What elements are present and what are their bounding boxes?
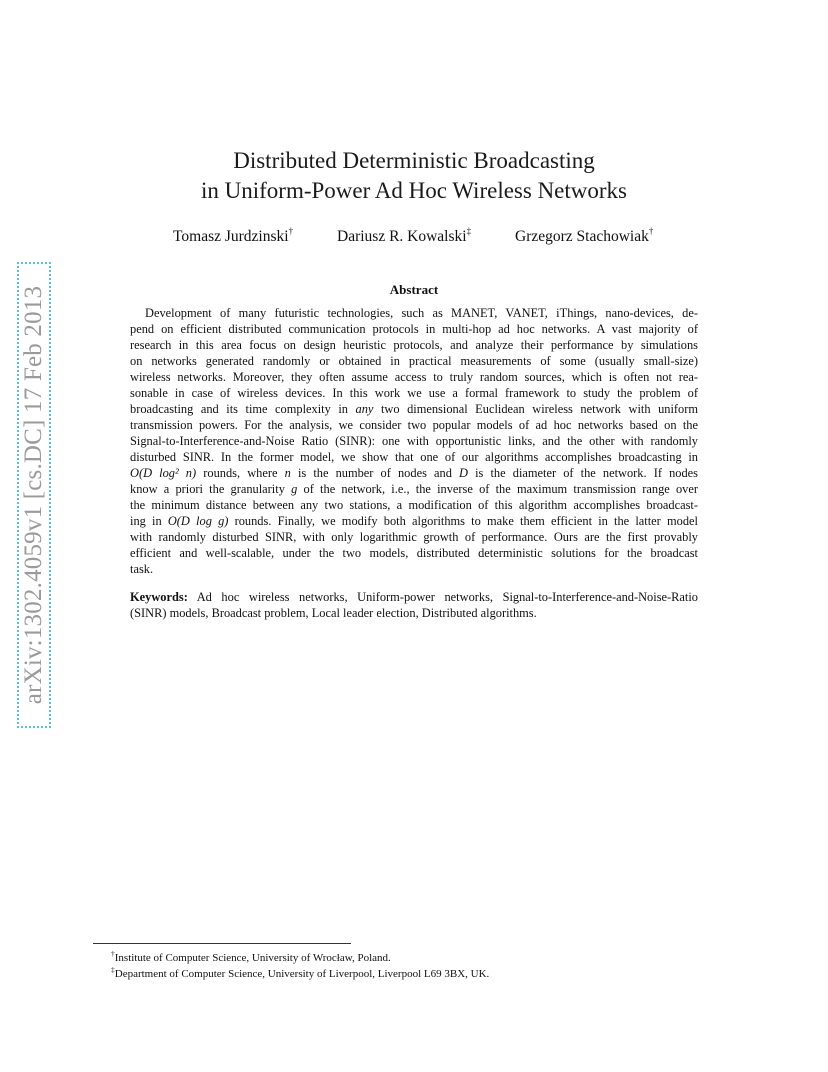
keywords-line [130, 589, 698, 605]
abstract-fragment: know a priori the granularity [130, 482, 285, 496]
abstract-heading: Abstract [389, 282, 439, 297]
abstract-fragment: rounds, where [203, 466, 278, 480]
abstract-line: disturbed SINR. In the former model, we show that one of our algorithms accomplishes broadcasting in [130, 450, 698, 464]
title-line-1: Distributed Deterministic Broadcasting [233, 148, 595, 173]
title-line-2: in Uniform-Power Ad Hoc Wireless Networks [201, 178, 627, 203]
abstract-line: with randomly disturbed SINR, with only logarithmic growth of performance. Ours are the first provably [130, 530, 698, 544]
author-3-name: Grzegorz Stachowiak [515, 228, 649, 245]
author-1-mark: † [288, 226, 294, 236]
footnote-rule [93, 943, 351, 944]
footnote-1-mark: † [111, 949, 115, 958]
abstract-line: on networks generated randomly or obtained in practical measurements of some (usually small-size) [130, 354, 698, 368]
abstract-line [130, 513, 698, 529]
abstract-line: sonable in case of wireless devices. In this work we use a formal framework to study the problem of [130, 386, 698, 400]
math-variable: n [284, 466, 291, 480]
abstract-line [130, 481, 698, 497]
abstract-fragment: rounds. Finally, we modify both algorithms to make them efficient in the latter model [234, 514, 698, 528]
abstract-line [130, 401, 698, 417]
abstract-fragment: ing in [130, 514, 162, 528]
keywords-line: (SINR) models, Broadcast problem, Local leader election, Distributed algorithms. [130, 606, 537, 620]
arxiv-stamp [17, 262, 51, 728]
author-list [0, 226, 828, 248]
math-expression: O(D log² n) [130, 466, 197, 480]
abstract-fragment: is the diameter of the network. If nodes [475, 466, 698, 480]
abstract-body [130, 305, 698, 577]
author-2 [337, 226, 471, 246]
footnote-1 [111, 949, 391, 964]
keywords-section [130, 589, 698, 621]
abstract-line: efficient and well-scalable, under the two models, distributed deterministic solutions for the broadcast [130, 546, 698, 560]
math-variable: D [459, 466, 468, 480]
abstract-fragment: broadcasting and its time complexity in [130, 402, 348, 416]
abstract-fragment: of the network, i.e., the inverse of the maximum transmission range over [303, 482, 698, 496]
footnote-2-mark: ‡ [111, 965, 115, 974]
abstract-line: Signal-to-Interference-and-Noise Ratio (SINR): one with opportunistic links, and the other with randomly [130, 434, 698, 448]
author-1-name: Tomasz Jurdzinski [173, 228, 289, 245]
abstract-line: pend on efficient distributed communication protocols in multi-hop ad hoc networks. A vast majority of [130, 322, 698, 336]
arxiv-stamp-text: arXiv:1302.4059v1 [cs.DC] 17 Feb 2013 [20, 285, 47, 705]
abstract-emphasis: any [355, 402, 374, 416]
paper-title [0, 146, 828, 206]
author-1 [173, 226, 293, 246]
abstract-line: the minimum distance between any two stations, a modification of this algorithm accomplishes broadcast- [130, 498, 698, 512]
abstract-line: task. [130, 562, 154, 576]
author-3-mark: † [648, 226, 654, 236]
abstract-fragment: two dimensional Euclidean wireless network with uniform [380, 402, 699, 416]
footnote-2-text: Department of Computer Science, University of Liverpool, Liverpool L69 3BX, UK. [114, 968, 490, 980]
footnote-2 [111, 965, 489, 980]
abstract-line: research in this area focus on design heuristic protocols, and analyze their performance by simulations [130, 338, 698, 352]
keywords-label: Keywords: [130, 590, 188, 604]
abstract-line: Development of many futuristic technologies, such as MANET, VANET, iThings, nano-devices, de- [145, 306, 698, 320]
abstract-line: wireless networks. Moreover, they often assume access to truly random sources, which is often not rea- [130, 370, 698, 384]
keywords-text: Ad hoc wireless networks, Uniform-power networks, Signal-to-Interference-and-Noise-Ratio [196, 590, 698, 604]
abstract-line: transmission powers. For the analysis, we consider two popular models of ad hoc networks based on the [130, 418, 698, 432]
author-2-name: Dariusz R. Kowalski [337, 228, 467, 245]
abstract-line [130, 465, 698, 481]
abstract-fragment: is the number of nodes and [297, 466, 452, 480]
math-expression: O(D log g) [167, 514, 229, 528]
math-variable: g [291, 482, 298, 496]
author-2-mark: ‡ [466, 226, 472, 236]
footnote-1-text: Institute of Computer Science, University of Wrocław, Poland. [114, 952, 391, 964]
author-3 [515, 226, 653, 246]
